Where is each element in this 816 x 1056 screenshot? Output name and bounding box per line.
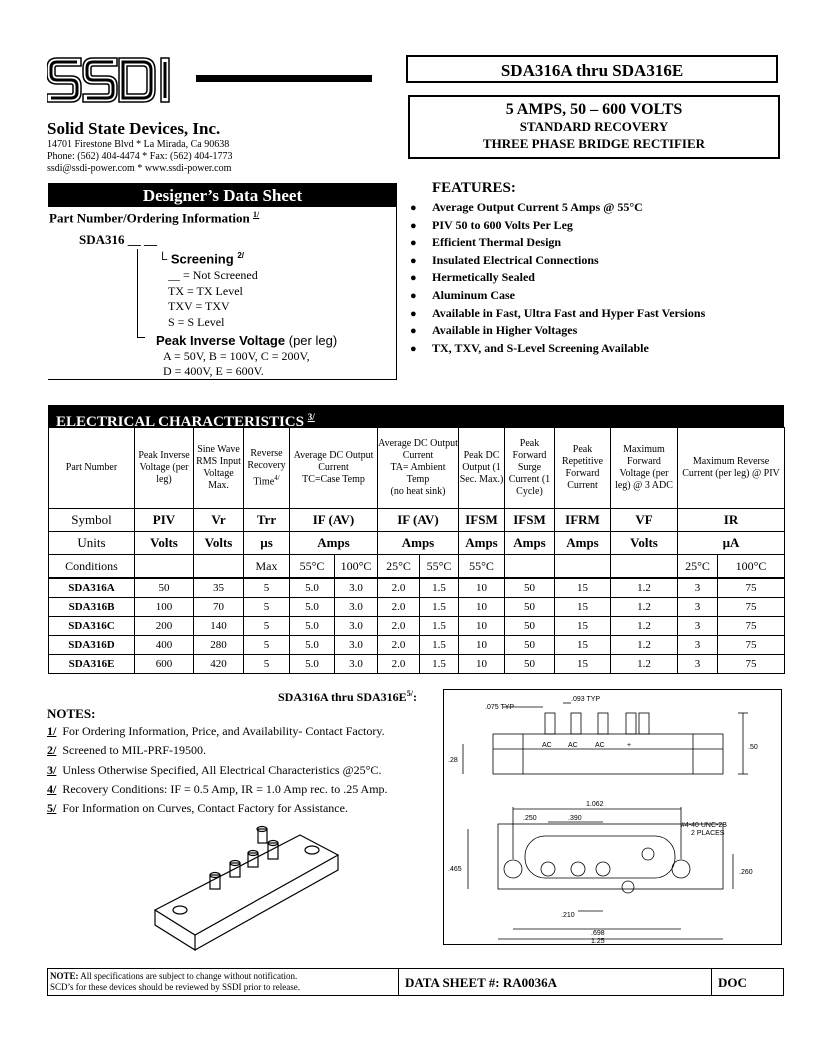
piv-options-2: D = 400V, E = 600V. xyxy=(163,364,264,378)
feature-item: ● Available in Fast, Ultra Fast and Hyper Fast Versions xyxy=(410,305,706,320)
piv-label: Peak Inverse Voltage (per leg) xyxy=(156,333,338,348)
electrical-characteristics-heading: ELECTRICAL CHARACTERISTICS $^{3/}$ xyxy=(48,405,784,427)
cell-ir2: 75 xyxy=(718,655,785,674)
spec-line-2: STANDARD RECOVERY xyxy=(519,119,669,134)
cell-i7: 15 xyxy=(555,598,611,617)
cell-part: SDA316C xyxy=(49,617,135,636)
cell-piv: 50 xyxy=(135,578,194,598)
cell-part: SDA316E xyxy=(49,655,135,674)
header-rms: Sine Wave RMS Input Voltage Max. xyxy=(194,428,244,509)
cell-i5: 10 xyxy=(459,598,505,617)
company-phone: Phone: (562) 404-4474 * Fax: (562) 404-1773 xyxy=(47,151,233,162)
cell-i7: 15 xyxy=(555,617,611,636)
cell-part: SDA316D xyxy=(49,636,135,655)
header-ifav-case: Average DC Output Current TC=Case Temp xyxy=(290,428,378,509)
cell-part: SDA316B xyxy=(49,598,135,617)
symbol-label: Symbol xyxy=(49,509,135,532)
feature-item: ● Efficient Thermal Design xyxy=(410,235,562,250)
header-vf: Maximum Forward Voltage (per leg) @ 3 ADC xyxy=(611,428,678,509)
dim-125: 1.25 xyxy=(591,938,605,945)
cell-ir1: 3 xyxy=(678,636,718,655)
cell-part: SDA316A xyxy=(49,578,135,598)
cell-rms: 420 xyxy=(194,655,244,674)
screening-option: S = S Level xyxy=(168,314,225,329)
datasheet-number: DATA SHEET #: RA0036A xyxy=(399,968,712,996)
unit-piv: Volts xyxy=(135,532,194,555)
symbol-ifsm-2: IFSM xyxy=(505,509,555,532)
table-conditions-row xyxy=(49,555,785,579)
dim-28: .28 xyxy=(448,757,458,764)
unit-rms: Volts xyxy=(194,532,244,555)
screening-option: TX = TX Level xyxy=(168,283,243,298)
condition-cell xyxy=(505,555,555,579)
condition-cell xyxy=(194,555,244,579)
cell-piv: 400 xyxy=(135,636,194,655)
dimension-drawing xyxy=(443,689,782,945)
cell-i5: 10 xyxy=(459,578,505,598)
dim-250: .250 xyxy=(523,815,537,822)
cell-i6: 50 xyxy=(505,617,555,636)
cell-i2: 3.0 xyxy=(335,578,378,598)
company-name: Solid State Devices, Inc. xyxy=(47,119,221,138)
feature-item: ● PIV 50 to 600 Volts Per Leg xyxy=(410,217,573,232)
note-item: 1/ For Ordering Information, Price, and Availability- Contact Factory. xyxy=(47,724,385,738)
cell-i4: 1.5 xyxy=(420,578,459,598)
note-item: 3/ Unless Otherwise Specified, All Electrical Characteristics @25°C. xyxy=(47,763,382,777)
cell-piv: 100 xyxy=(135,598,194,617)
cell-ir1: 3 xyxy=(678,598,718,617)
unit-ifav-1: Amps xyxy=(290,532,378,555)
symbol-trr: Trr xyxy=(244,509,290,532)
screening-label: └ Screening $^{2/}$ xyxy=(158,251,244,267)
notes-title: NOTES: xyxy=(47,706,96,721)
cell-rms: 280 xyxy=(194,636,244,655)
cell-i7: 15 xyxy=(555,655,611,674)
symbol-ifrm: IFRM xyxy=(555,509,611,532)
note-item: 2/ Screened to MIL-PRF-19500. xyxy=(47,743,206,757)
header-peak-dc-output: Peak DC Output (1 Sec. Max.) xyxy=(459,428,505,509)
unit-ifsm-2: Amps xyxy=(505,532,555,555)
unit-ifrm: Amps xyxy=(555,532,611,555)
cell-i2: 3.0 xyxy=(335,636,378,655)
cell-vf: 1.2 xyxy=(611,598,678,617)
pin-label: + xyxy=(627,742,632,749)
cell-trr: 5 xyxy=(244,636,290,655)
cell-trr: 5 xyxy=(244,578,290,598)
units-label: Units xyxy=(49,532,135,555)
pin-label: AC xyxy=(595,742,605,749)
note-item: 4/ Recovery Conditions: IF = 0.5 Amp, IR = 1.0 Amp rec. to .25 Amp. xyxy=(47,782,388,796)
cell-vf: 1.2 xyxy=(611,617,678,636)
cell-ir2: 75 xyxy=(718,578,785,598)
table-row xyxy=(49,598,785,617)
cell-vf: 1.2 xyxy=(611,578,678,598)
cell-vf: 1.2 xyxy=(611,636,678,655)
cell-i3: 2.0 xyxy=(378,636,420,655)
symbol-vf: VF xyxy=(611,509,678,532)
dim-50: .50 xyxy=(748,744,758,751)
cell-i4: 1.5 xyxy=(420,636,459,655)
cell-i1: 5.0 xyxy=(290,617,335,636)
dim-thread: #4-40 UNC-2B xyxy=(681,822,727,829)
cell-i3: 2.0 xyxy=(378,598,420,617)
ordering-tree-tick xyxy=(137,337,145,338)
cell-i3: 2.0 xyxy=(378,578,420,598)
condition-temp: 100°C xyxy=(335,555,378,579)
cell-trr: 5 xyxy=(244,655,290,674)
spec-box xyxy=(408,95,780,159)
cell-ir2: 75 xyxy=(718,636,785,655)
header-ifav-ambient: Average DC Output Current TA= Ambient Temp (no heat sink) xyxy=(378,428,459,509)
dim-465: .465 xyxy=(448,866,462,873)
feature-item: ● Available in Higher Voltages xyxy=(410,323,578,338)
condition-cell xyxy=(135,555,194,579)
cell-rms: 140 xyxy=(194,617,244,636)
cell-i7: 15 xyxy=(555,578,611,598)
cell-i2: 3.0 xyxy=(335,598,378,617)
header-ifrm: Peak Repetitive Forward Current xyxy=(555,428,611,509)
footer-note: NOTE: All specifications are subject to change without notification. SCD’s for these devices should be reviewed by SSDI prior to release. xyxy=(47,968,399,996)
cell-i6: 50 xyxy=(505,636,555,655)
symbol-ifsm-1: IFSM xyxy=(459,509,505,532)
cell-i5: 10 xyxy=(459,636,505,655)
cell-ir2: 75 xyxy=(718,617,785,636)
condition-temp: 100°C xyxy=(718,555,785,579)
cell-i4: 1.5 xyxy=(420,598,459,617)
header-piv: Peak Inverse Voltage (per leg) xyxy=(135,428,194,509)
symbol-ifav-2: IF (AV) xyxy=(378,509,459,532)
cell-piv: 600 xyxy=(135,655,194,674)
dim-075: .075 TYP xyxy=(485,704,515,711)
cell-i3: 2.0 xyxy=(378,617,420,636)
unit-ifsm-1: Amps xyxy=(459,532,505,555)
feature-item: ● Average Output Current 5 Amps @ 55°C xyxy=(410,200,643,214)
feature-item: ● Hermetically Sealed xyxy=(410,270,535,285)
dimensions-caption: SDA316A thru $SDA316E^{5/}$: xyxy=(278,689,417,704)
symbol-ir: IR xyxy=(678,509,785,532)
dim-698: .698 xyxy=(591,930,605,937)
designers-data-sheet-heading: Designer’s Data Sheet xyxy=(48,183,397,207)
feature-item: ● Insulated Electrical Connections xyxy=(410,252,599,267)
feature-item: ● TX, TXV, and S-Level Screening Available xyxy=(410,340,649,355)
cell-i1: 5.0 xyxy=(290,578,335,598)
features-list xyxy=(410,199,705,357)
dim-260: .260 xyxy=(739,869,753,876)
unit-ifav-2: Amps xyxy=(378,532,459,555)
table-symbol-row xyxy=(49,509,785,532)
cell-i4: 1.5 xyxy=(420,617,459,636)
header-trr: Reverse Recovery Time$^{4/}$ xyxy=(244,428,290,509)
condition-temp: 55°C xyxy=(290,555,335,579)
pin-label: AC xyxy=(568,742,578,749)
cell-trr: 5 xyxy=(244,598,290,617)
spec-line-3: THREE PHASE BRIDGE RECTIFIER xyxy=(482,136,706,151)
condition-trr: Max xyxy=(244,555,290,579)
header-ir: Maximum Reverse Current (per leg) @ PIV xyxy=(678,428,785,509)
cell-rms: 70 xyxy=(194,598,244,617)
ssdi-logo xyxy=(47,56,187,104)
cell-i6: 50 xyxy=(505,655,555,674)
cell-i7: 15 xyxy=(555,636,611,655)
cell-i1: 5.0 xyxy=(290,636,335,655)
table-row xyxy=(49,617,785,636)
dim-093: .093 TYP xyxy=(571,696,601,703)
symbol-rms: Vr xyxy=(194,509,244,532)
pin-label: AC xyxy=(542,742,552,749)
features-title: FEATURES: xyxy=(432,180,516,196)
screening-option: __ = Not Screened xyxy=(168,268,258,282)
dim-1062: 1.062 xyxy=(586,801,604,808)
doc-label: DOC xyxy=(712,968,784,996)
cell-i1: 5.0 xyxy=(290,598,335,617)
header-part-number: Part Number xyxy=(49,428,135,509)
logo-rule xyxy=(196,75,372,82)
header-peak-surge: Peak Forward Surge Current (1 Cycle) xyxy=(505,428,555,509)
company-address: 14701 Firestone Blvd * La Mirada, Ca 90638 xyxy=(47,139,230,150)
unit-trr: µs xyxy=(244,532,290,555)
table-row xyxy=(49,578,785,598)
symbol-piv: PIV xyxy=(135,509,194,532)
feature-item: ● Aluminum Case xyxy=(410,287,516,302)
condition-temp: 55°C xyxy=(459,555,505,579)
dim-390: .390 xyxy=(568,815,582,822)
condition-temp: 25°C xyxy=(678,555,718,579)
document-title: SDA316A thru SDA316E xyxy=(406,55,778,83)
conditions-label: Conditions xyxy=(49,555,135,579)
table-row xyxy=(49,636,785,655)
spec-line-1: 5 AMPS, 50 – 600 VOLTS xyxy=(505,101,683,118)
symbol-ifav-1: IF (AV) xyxy=(290,509,378,532)
cell-i2: 3.0 xyxy=(335,655,378,674)
screening-option: TXV = TXV xyxy=(168,299,230,313)
condition-cell xyxy=(555,555,611,579)
dim-210: .210 xyxy=(561,912,575,919)
cell-piv: 200 xyxy=(135,617,194,636)
ordering-label: Part Number/Ordering Information $^{1/}$ xyxy=(49,210,260,226)
piv-options-1: A = 50V, B = 100V, C = 200V, xyxy=(163,349,310,363)
ordering-tree-line xyxy=(137,249,138,337)
cell-ir1: 3 xyxy=(678,617,718,636)
cell-i2: 3.0 xyxy=(335,617,378,636)
cell-i4: 1.5 xyxy=(420,655,459,674)
unit-ir: µA xyxy=(678,532,785,555)
cell-trr: 5 xyxy=(244,617,290,636)
table-row xyxy=(49,655,785,674)
table-data-body xyxy=(49,578,785,674)
cell-vf: 1.2 xyxy=(611,655,678,674)
table-units-row xyxy=(49,532,785,555)
cell-i6: 50 xyxy=(505,578,555,598)
cell-i5: 10 xyxy=(459,655,505,674)
cell-rms: 35 xyxy=(194,578,244,598)
note-item: 5/ For Information on Curves, Contact Factory for Assistance. xyxy=(47,801,348,815)
cell-i3: 2.0 xyxy=(378,655,420,674)
company-web: ssdi@ssdi-power.com * www.ssdi-power.com xyxy=(47,163,232,174)
condition-cell xyxy=(611,555,678,579)
cell-i5: 10 xyxy=(459,617,505,636)
dim-places: 2 PLACES xyxy=(691,830,725,837)
unit-vf: Volts xyxy=(611,532,678,555)
part-number-prefix: SDA316 __ __ xyxy=(79,232,158,247)
table-header-row xyxy=(49,428,785,509)
cell-ir1: 3 xyxy=(678,578,718,598)
cell-ir2: 75 xyxy=(718,598,785,617)
cell-i6: 50 xyxy=(505,598,555,617)
cell-ir1: 3 xyxy=(678,655,718,674)
cell-i1: 5.0 xyxy=(290,655,335,674)
condition-temp: 25°C xyxy=(378,555,420,579)
package-illustration xyxy=(150,815,340,965)
electrical-characteristics-table xyxy=(48,427,785,674)
screening-options xyxy=(168,268,258,330)
condition-temp: 55°C xyxy=(420,555,459,579)
